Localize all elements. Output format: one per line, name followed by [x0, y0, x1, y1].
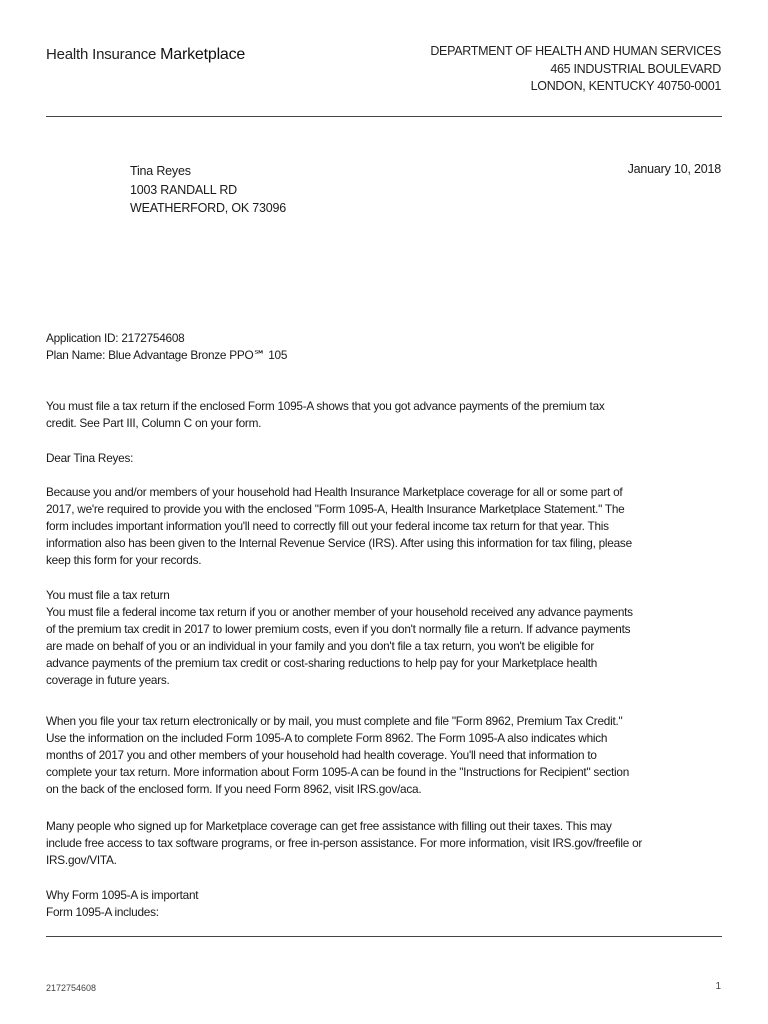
recipient-address — [130, 162, 286, 218]
must-file-body: You must file a federal income tax return if you or another member of your household received any advance payments of the premium tax credit in 2017 to lower premium costs, even if you don't normally file a return. If advance payments are made on behalf of you or an individual in your family and you don't file a tax return, you won't be eligible for advance payments of the premium tax credit or cost-sharing reductions to help pay for your Marketplace health coverage in future years. — [46, 605, 633, 687]
agency-street: 465 INDUSTRIAL BOULEVARD — [550, 61, 721, 76]
form-8962-text: When you file your tax return electronically or by mail, you must complete and file "Form 8962, Premium Tax Credit." Use the information on the included Form 1095-A to complete Form 8962. The Form 1095-A also indicates which months of 2017 you and other members of your household had health coverage. You'll need that information to complete your tax return. More information about Form 1095-A can be found in the "Instructions for Recipient" section on the back of the enclosed form. If you need Form 8962, visit IRS.gov/aca. — [46, 714, 630, 796]
must-file-heading: You must file a tax return — [46, 588, 170, 602]
tax-notice-text: You must file a tax return if the enclosed Form 1095-A shows that you got advance payments of the premium tax credit. See Part III, Column C on your form. — [46, 399, 605, 430]
salutation-text: Dear Tina Reyes: — [46, 451, 134, 465]
tax-notice — [46, 398, 726, 432]
recipient-city: WEATHERFORD, OK 73096 — [130, 201, 287, 215]
intro-paragraph — [46, 484, 726, 569]
logo-strong: Marketplace — [160, 46, 246, 63]
page-number: 1 — [715, 981, 721, 992]
agency-city: LONDON, KENTUCKY 40750-0001 — [530, 79, 721, 93]
free-assistance-paragraph — [46, 818, 726, 869]
footer-application-id: 2172754608 — [46, 983, 97, 993]
recipient-name: Tina Reyes — [130, 164, 191, 178]
why-important-section — [46, 887, 726, 921]
agency-address — [430, 43, 721, 96]
intro-paragraph-text: Because you and/or members of your household had Health Insurance Marketplace coverage for all or some part of 2017, we're required to provide you with the enclosed "Form 1095-A, Health Insurance Marketplace Statement." The form includes important information you'll need to correctly fill out your federal income tax return for that year. This information also has been given to the Internal Revenue Service (IRS). After using this information for tax filing, please keep this form for your records. — [46, 485, 632, 567]
marketplace-logo — [46, 46, 245, 64]
free-assistance-text: Many people who signed up for Marketplace coverage can get free assistance with filling out their taxes. This may include free access to tax software programs, or free in-person assistance. For more information, visit IRS.gov/freefile or IRS.gov/VITA. — [46, 819, 643, 867]
form-8962-paragraph — [46, 713, 726, 798]
header-divider — [46, 116, 722, 117]
letter-date: January 10, 2018 — [627, 162, 721, 176]
application-info — [46, 330, 726, 364]
agency-name: DEPARTMENT OF HEALTH AND HUMAN SERVICES — [430, 44, 721, 58]
application-id: Application ID: 2172754608 — [46, 331, 185, 345]
must-file-section — [46, 587, 726, 689]
why-important-heading: Why Form 1095-A is important — [46, 888, 199, 902]
recipient-street: 1003 RANDALL RD — [130, 182, 238, 197]
why-important-body: Form 1095-A includes: — [46, 905, 159, 919]
logo-prefix: Health Insurance — [46, 46, 161, 63]
footer-divider — [46, 936, 722, 937]
plan-name: Plan Name: Blue Advantage Bronze PPO℠ 105 — [46, 348, 288, 362]
salutation — [46, 450, 726, 467]
